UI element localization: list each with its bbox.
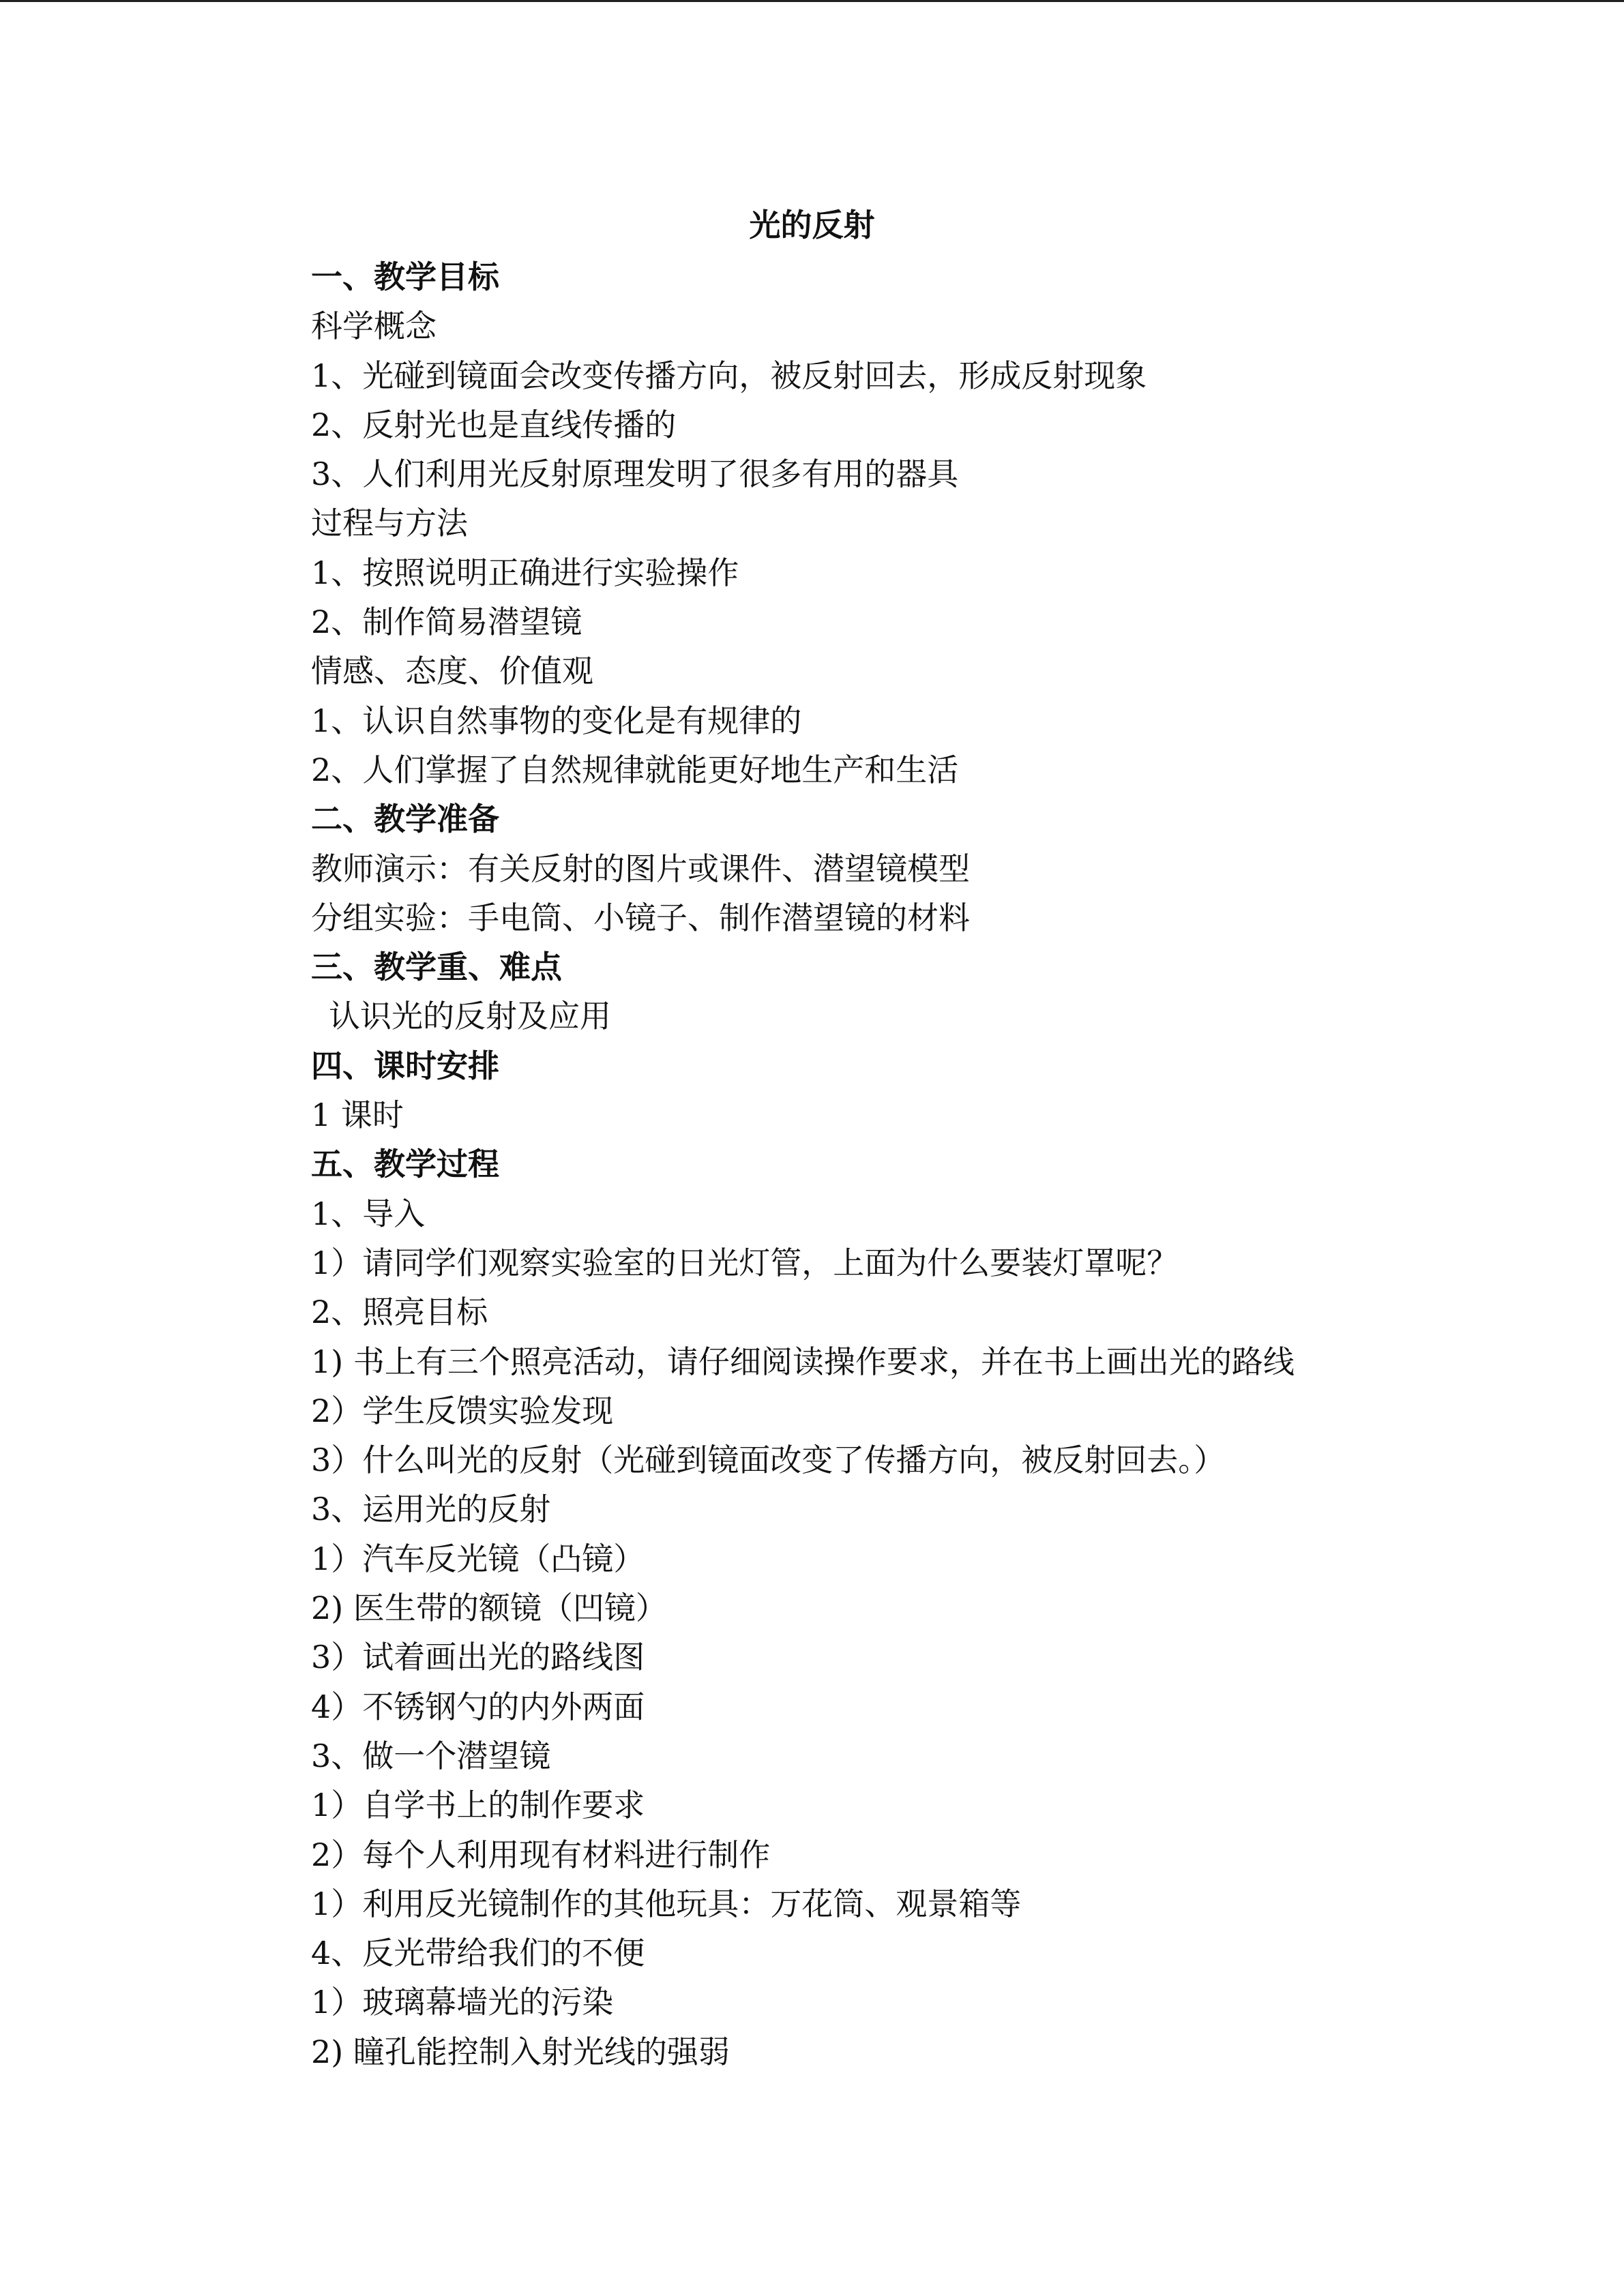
body-line: 4）不锈钢勺的内外两面 — [311, 1688, 645, 1725]
body-line: 1、光碰到镜面会改变传播方向，被反射回去，形成反射现象 — [311, 357, 1147, 394]
document-body — [311, 252, 1539, 2076]
section-heading: 五、教学过程 — [311, 1146, 499, 1183]
body-line: 情感、态度、价值观 — [311, 653, 593, 690]
body-line: 1 课时 — [311, 1097, 404, 1134]
body-line: 1) 书上有三个照亮活动，请仔细阅读操作要求，并在书上画出光的路线 — [311, 1343, 1295, 1380]
body-line: 2）学生反馈实验发现 — [311, 1392, 614, 1429]
body-line: 3、做一个潜望镜 — [311, 1737, 551, 1774]
body-line: 1）自学书上的制作要求 — [311, 1787, 645, 1824]
body-line: 3）什么叫光的反射（光碰到镜面改变了传播方向，被反射回去。） — [311, 1442, 1226, 1479]
body-line: 1）请同学们观察实验室的日光灯管，上面为什么要装灯罩呢？ — [311, 1244, 1179, 1281]
body-line: 4、反光带给我们的不便 — [311, 1935, 645, 1972]
body-line-indented: 认识光的反射及应用 — [329, 998, 611, 1035]
body-line: 1）汽车反光镜（凸镜） — [311, 1540, 645, 1577]
body-line: 科学概念 — [311, 308, 437, 345]
page-title: 光的反射 — [749, 207, 875, 243]
body-line: 2) 瞳孔能控制入射光线的强弱 — [311, 2033, 730, 2070]
body-line: 2、制作简易潜望镜 — [311, 603, 582, 641]
body-line: 3）试着画出光的路线图 — [311, 1639, 645, 1676]
body-line: 过程与方法 — [311, 505, 468, 542]
body-line: 2、反射光也是直线传播的 — [311, 406, 677, 443]
section-heading: 三、教学重、难点 — [311, 949, 562, 986]
body-line: 1、导入 — [311, 1195, 426, 1232]
body-line: 1）玻璃幕墙光的污染 — [311, 1984, 614, 2021]
body-line: 2) 医生带的额镜（凹镜） — [311, 1590, 667, 1627]
section-heading: 一、教学目标 — [311, 258, 499, 295]
body-line: 1、认识自然事物的变化是有规律的 — [311, 702, 802, 739]
body-line: 3、运用光的反射 — [311, 1491, 551, 1528]
body-line: 1）利用反光镜制作的其他玩具：万花筒、观景箱等 — [311, 1885, 1022, 1922]
body-line: 2、人们掌握了自然规律就能更好地生产和生活 — [311, 751, 959, 788]
section-heading: 二、教学准备 — [311, 801, 499, 838]
body-line: 2、照亮目标 — [311, 1294, 488, 1331]
body-line: 1、按照说明正确进行实验操作 — [311, 554, 739, 591]
body-line: 3、人们利用光反射原理发明了很多有用的器具 — [311, 456, 959, 493]
body-line: 教师演示：有关反射的图片或课件、潜望镜模型 — [311, 850, 970, 887]
body-line: 2）每个人利用现有材料进行制作 — [311, 1836, 771, 1873]
body-line: 分组实验：手电筒、小镜子、制作潜望镜的材料 — [311, 899, 970, 936]
section-heading: 四、课时安排 — [311, 1047, 499, 1084]
top-border-rule — [0, 0, 1624, 2]
